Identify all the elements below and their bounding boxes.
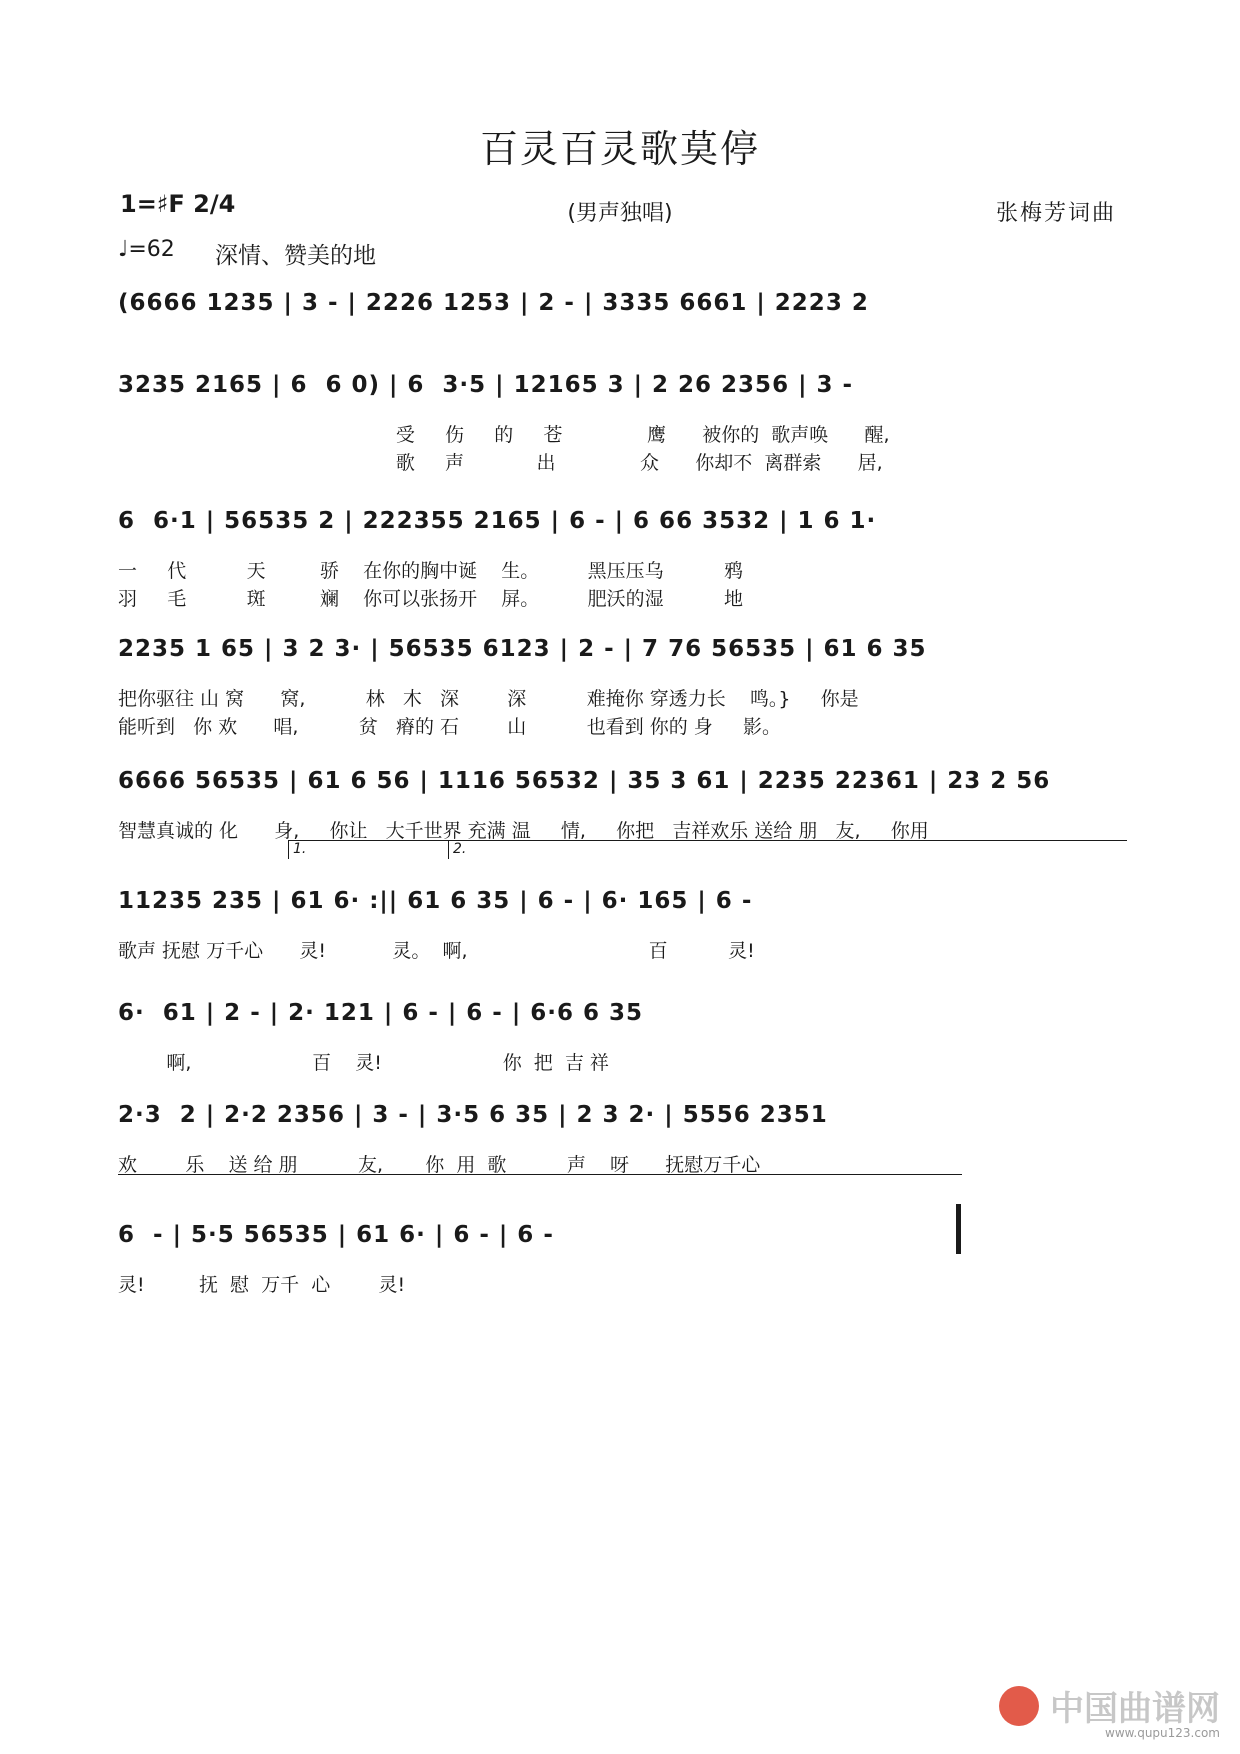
lyrics-verse-1: 灵! 抚 慰 万千 心 灵! — [118, 1274, 406, 1296]
author: 张梅芳词曲 — [995, 201, 1116, 226]
score-row — [118, 1222, 1122, 1342]
notation-line: 2·3 2 | 2·2 2356 | 3 - | 3·5 6 35 | 2 3 2· | 5556 2351 — [118, 1102, 828, 1128]
notation-line: 6 - | 5·5 56535 | 61 6· | 6 - | 6 - — [118, 1222, 554, 1248]
page-title: 百灵百灵歌莫停 — [479, 127, 760, 171]
brand-logo-icon — [999, 1686, 1039, 1726]
lyrics-verse-1: 歌声 抚慰 万千心 灵! 灵。 啊, 百 灵! — [118, 940, 755, 962]
subtitle: (男声独唱) — [567, 201, 673, 226]
notation-line: (6666 1235 | 3 - | 2226 1253 | 2 - | 3335 6661 | 2223 2 — [118, 290, 869, 316]
watermark — [999, 1681, 1220, 1740]
lyrics-verse-1: 智慧真诚的 化 身, 你让 大千世界 充满 温 情, 你把 吉祥欢乐 送给 朋 友, 你用 — [118, 820, 929, 842]
notation-line: 2235 1 65 | 3 2 3· | 56535 6123 | 2 - | 7 76 56535 | 61 6 35 — [118, 636, 927, 662]
watermark-url: www.qupu123.com — [1105, 1726, 1220, 1740]
lyrics-verse-2: 歌 声 出 众 你却不 离群索 居, — [118, 452, 883, 474]
lyrics-verse-2: 羽 毛 斑 斓 你可以张扬开 屏。 肥沃的湿 地 — [118, 588, 743, 610]
lyrics-verse-2: 能听到 你 欢 唱, 贫 瘠的 石 山 也看到 你的 身 影。 — [118, 716, 781, 738]
notation-line: 6666 56535 | 61 6 56 | 1116 56532 | 35 3 61 | 2235 22361 | 23 2 56 — [118, 768, 1051, 794]
notation-line: 6· 61 | 2 - | 2· 121 | 6 - | 6 - | 6·6 6 35 — [118, 1000, 644, 1026]
score-row — [118, 372, 1122, 492]
score-row — [118, 768, 1122, 888]
expression: 深情、赞美的地 — [215, 243, 376, 269]
notation-line: 11235 235 | 61 6· :|| 61 6 35 | 6 - | 6· 165 | 6 - — [118, 888, 753, 914]
volta-bracket-2: 2. — [448, 840, 1127, 859]
watermark-brand: 中国曲谱网 — [1050, 1689, 1220, 1729]
final-barline — [956, 1204, 961, 1254]
slur-line — [118, 1174, 962, 1193]
lyrics-verse-1: 欢 乐 送 给 朋 友, 你 用 歌 声 呀 抚慰万千心 — [118, 1154, 761, 1176]
lyrics-verse-1: 啊, 百 灵! 你 把 吉 祥 — [118, 1052, 609, 1074]
tempo: ♩=62 — [118, 237, 175, 262]
score-row — [118, 508, 1122, 628]
lyrics-verse-1: 受 伤 的 苍 鹰 被你的 歌声唤 醒, — [118, 424, 890, 446]
lyrics-verse-1: 一 代 天 骄 在你的胸中诞 生。 黑压压乌 鸦 — [118, 560, 743, 582]
key-signature: 1=♯F 2/4 — [120, 190, 236, 218]
volta-bracket-1: 1. — [288, 840, 448, 859]
score-row — [118, 1102, 1122, 1222]
lyrics-verse-1: 把你驱往 山 窝 窝, 林 木 深 深 难掩你 穿透力长 鸣。} 你是 — [118, 688, 859, 710]
score-row — [118, 636, 1122, 756]
notation-line: 6 6·1 | 56535 2 | 222355 2165 | 6 - | 6 66 3532 | 1 6 1· — [118, 508, 877, 534]
score-row — [118, 841, 1122, 1008]
notation-line: 3235 2165 | 6 6 0) | 6 3·5 | 12165 3 | 2 26 2356 | 3 - — [118, 372, 854, 398]
